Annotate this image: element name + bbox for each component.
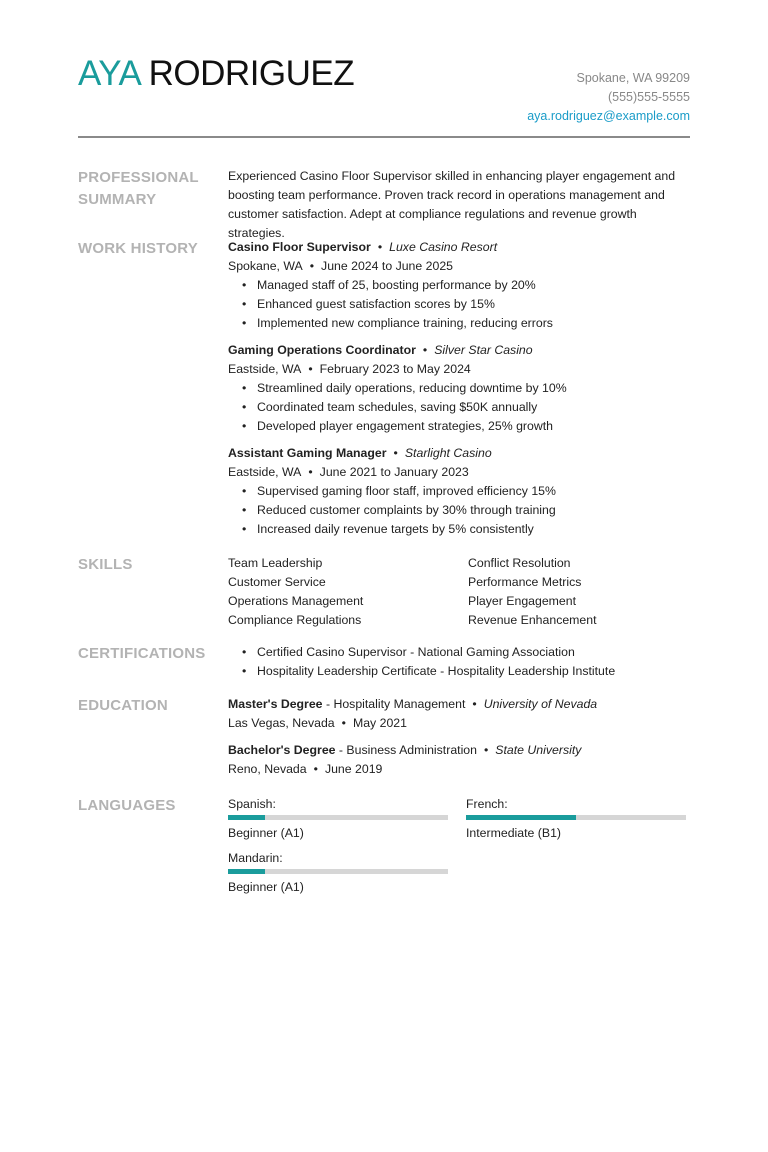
- proficiency-fill: [228, 815, 265, 820]
- education-meta: [228, 760, 690, 779]
- education-date: May 2021: [352, 716, 407, 730]
- job-company: Luxe Casino Resort: [389, 240, 498, 254]
- skill-item: Performance Metrics: [468, 575, 582, 589]
- phone: (555)555-5555: [607, 90, 690, 104]
- job-bullets: [228, 276, 690, 333]
- job-bullet: • Managed staff of 25, boosting performance by 20%: [228, 276, 690, 295]
- section-title-certifications: CERTIFICATIONS: [78, 645, 206, 662]
- job-dates: June 2021 to January 2023: [319, 465, 469, 479]
- contact-info: [527, 69, 690, 126]
- separator-dot: •: [393, 446, 398, 460]
- summary-text: [228, 167, 690, 243]
- proficiency-bar: [466, 815, 686, 820]
- skill-item: Team Leadership: [228, 556, 323, 570]
- language-name: Spanish:: [228, 797, 276, 811]
- job-bullet: • Enhanced guest satisfaction scores by 15%: [228, 295, 690, 314]
- separator-dot: •: [313, 762, 318, 776]
- address: Spokane, WA 99209: [576, 71, 690, 85]
- skill-item: Player Engagement: [468, 594, 577, 608]
- email-link[interactable]: aya.rodriguez@example.com: [527, 109, 690, 123]
- job-title: Gaming Operations Coordinator: [228, 343, 416, 357]
- job-meta: [228, 257, 690, 276]
- education-location: Reno, Nevada: [228, 762, 307, 776]
- job-location: Eastside, WA: [228, 465, 302, 479]
- job-dates: February 2023 to May 2024: [319, 362, 471, 376]
- degree: Bachelor's Degree: [228, 743, 336, 757]
- job-location: Spokane, WA: [228, 259, 303, 273]
- language-entry: [228, 795, 466, 843]
- resume-header: [78, 0, 690, 138]
- job-title: Assistant Gaming Manager: [228, 446, 387, 460]
- job-bullet: • Coordinated team schedules, saving $50K annually: [228, 398, 690, 417]
- section-title-work: WORK HISTORY: [78, 240, 198, 257]
- education-heading: [228, 741, 690, 760]
- skills-body: [228, 554, 690, 630]
- education-location: Las Vegas, Nevada: [228, 716, 335, 730]
- job-entry: [228, 444, 690, 539]
- job-company: Silver Star Casino: [434, 343, 533, 357]
- separator-dot: •: [377, 240, 383, 254]
- language-level: Intermediate (B1): [466, 826, 562, 840]
- job-heading: [228, 444, 690, 463]
- first-name: AYA: [78, 54, 140, 93]
- job-entry: [228, 238, 690, 333]
- skill-item: Compliance Regulations: [228, 613, 362, 627]
- proficiency-fill: [466, 815, 576, 820]
- section-title-summary: PROFESSIONAL SUMMARY: [78, 169, 199, 208]
- education-heading: [228, 695, 690, 714]
- section-title-skills: SKILLS: [78, 556, 133, 573]
- separator-dot: •: [422, 343, 428, 357]
- job-bullet: • Developed player engagement strategies, 25% growth: [228, 417, 690, 436]
- job-meta: [228, 463, 690, 482]
- separator-dot: •: [308, 465, 313, 479]
- language-entry: [466, 795, 690, 843]
- job-bullet: • Reduced customer complaints by 30% through training: [228, 501, 690, 520]
- proficiency-bar: [228, 869, 448, 874]
- degree: Master's Degree: [228, 697, 323, 711]
- skills-grid: [228, 554, 690, 630]
- languages-body: [228, 795, 690, 897]
- job-heading: [228, 238, 690, 257]
- education-entry: [228, 741, 690, 779]
- education-entry: [228, 695, 690, 733]
- resume-page: [78, 0, 690, 894]
- separator-dot: •: [472, 697, 477, 711]
- job-heading: [228, 341, 690, 360]
- work-history-body: [228, 238, 690, 547]
- job-entry: [228, 341, 690, 436]
- separator-dot: •: [483, 743, 489, 757]
- certification-list: [228, 643, 690, 681]
- job-location: Eastside, WA: [228, 362, 302, 376]
- field-of-study: - Business Administration: [338, 743, 477, 757]
- last-name: RODRIGUEZ: [148, 54, 355, 93]
- skill-item: Customer Service: [228, 575, 326, 589]
- education-date: June 2019: [324, 762, 383, 776]
- school: State University: [495, 743, 582, 757]
- job-title: Casino Floor Supervisor: [228, 240, 371, 254]
- field-of-study: - Hospitality Management: [325, 697, 466, 711]
- certifications-body: [228, 643, 690, 681]
- education-meta: [228, 714, 690, 733]
- language-name: Mandarin:: [228, 851, 283, 865]
- candidate-name: [78, 52, 354, 96]
- certification-item: • Certified Casino Supervisor - National Gaming Association: [228, 643, 690, 662]
- skill-item: Conflict Resolution: [468, 556, 571, 570]
- proficiency-bar: [228, 815, 448, 820]
- language-grid: [228, 795, 690, 897]
- job-dates: June 2024 to June 2025: [321, 259, 454, 273]
- separator-dot: •: [341, 716, 346, 730]
- job-bullets: [228, 379, 690, 436]
- skill-item: Revenue Enhancement: [468, 613, 597, 627]
- job-company: Starlight Casino: [404, 446, 492, 460]
- education-body: [228, 695, 690, 787]
- summary-paragraph: Experienced Casino Floor Supervisor skilled in enhancing player engagement and boosting team performance. Proven track record in operations management and customer satisfaction. Adept at compliance regulations and revenue growth strategies.: [228, 169, 676, 240]
- language-level: Beginner (A1): [228, 880, 304, 894]
- section-title-languages: LANGUAGES: [78, 797, 176, 814]
- language-level: Beginner (A1): [228, 826, 304, 840]
- skill-item: Operations Management: [228, 594, 364, 608]
- job-bullet: • Increased daily revenue targets by 5% consistently: [228, 520, 690, 539]
- separator-dot: •: [308, 362, 313, 376]
- language-name: French:: [466, 797, 508, 811]
- separator-dot: •: [309, 259, 315, 273]
- job-bullet: • Supervised gaming floor staff, improved efficiency 15%: [228, 482, 690, 501]
- language-entry: [228, 849, 466, 897]
- job-bullet: • Streamlined daily operations, reducing downtime by 10%: [228, 379, 690, 398]
- certification-item: • Hospitality Leadership Certificate - Hospitality Leadership Institute: [228, 662, 690, 681]
- school: University of Nevada: [483, 697, 598, 711]
- job-bullet: • Implemented new compliance training, reducing errors: [228, 314, 690, 333]
- section-title-education: EDUCATION: [78, 697, 168, 714]
- proficiency-fill: [228, 869, 265, 874]
- job-bullets: [228, 482, 690, 539]
- job-meta: [228, 360, 690, 379]
